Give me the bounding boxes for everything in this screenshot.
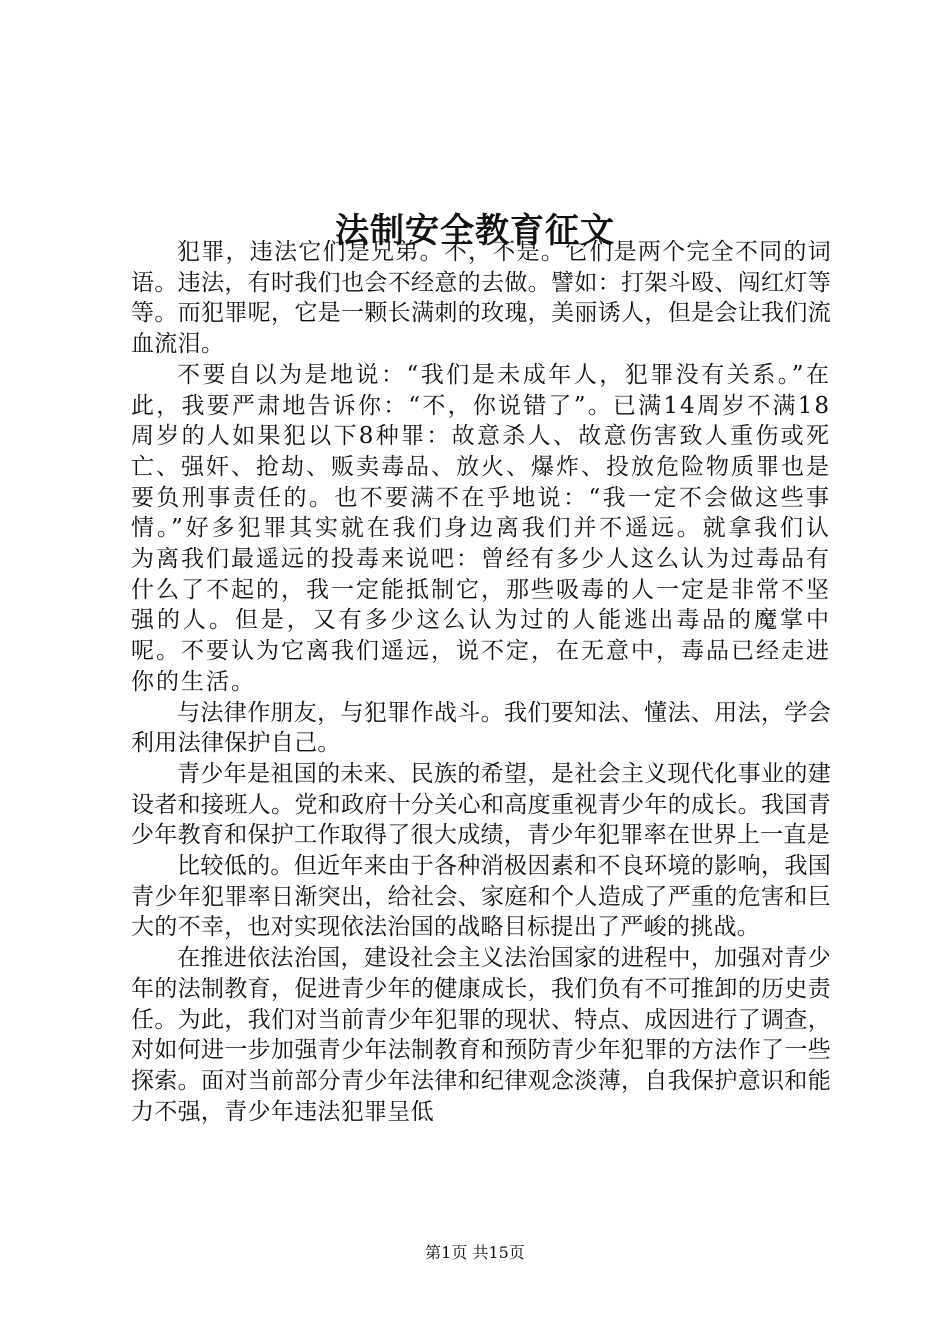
paragraph-6: 在推进依法治国，建设社会主义法治国家的进程中，加强对青少年的法制教育，促进青少年的健康成长，我们负有不可推卸的历史责任。为此，我们对当前青少年犯罪的现状、特点、成因进行了调查，对如何进一步加强青少年法制教育和预防青少年犯罪的方法作了一些探索。面对当前部分青少年法律和纪律观念淡薄，自我保护意识和能力不强，青少年违法犯罪呈低: [131, 945, 831, 1125]
paragraph-5: 比较低的。但近年来由于各种消极因素和不良环境的影响，我国青少年犯罪率日渐突出，给社会、家庭和个人造成了严重的危害和巨大的不幸，也对实现依法治国的战略目标提出了严峻的挑战。: [131, 853, 831, 941]
paragraph-4: 青少年是祖国的未来、民族的希望，是社会主义现代化事业的建设者和接班人。党和政府十分关心和高度重视青少年的成长。我国青少年教育和保护工作取得了很大成绩，青少年犯罪率在世界上一直是: [131, 760, 831, 849]
document-body: [131, 237, 831, 1127]
page-footer: 第1页 共15页: [425, 1243, 525, 1262]
paragraph-3: 与法律作朋友，与犯罪作战斗。我们要知法、懂法、用法，学会利用法律保护自己。: [131, 699, 831, 757]
paragraph-1: 犯罪，违法它们是兄弟。不，不是。它们是两个完全不同的词语。违法，有时我们也会不经意的去做。譬如：打架斗殴、闯红灯等等。而犯罪呢，它是一颗长满刺的玫瑰，美丽诱人，但是会让我们流血流泪。: [131, 239, 831, 358]
paragraph-2: 不要自以为是地说：“我们是未成年人，犯罪没有关系。”在此，我要严肃地告诉你：“不，你说错了”。已满14周岁不满18周岁的人如果犯以下8种罪：故意杀人、故意伤害致人重伤或死亡、强奸、抢劫、贩卖毒品、放火、爆炸、投放危险物质罪也是要负刑事责任的。也不要满不在乎地说：“我一定不会做这些事情。”好多犯罪其实就在我们身边离我们并不遥远。就拿我们认为离我们最遥远的投毒来说吧：曾经有多少人这么认为过毒品有什么了不起的，我一定能抵制它，那些吸毒的人一定是非常不坚强的人。但是，又有多少这么认为过的人能逃出毒品的魔掌中呢。不要认为它离我们遥远，说不定，在无意中，毒品已经走进你的生活。: [131, 361, 831, 695]
document-title: 法制安全教育征文: [335, 210, 615, 251]
